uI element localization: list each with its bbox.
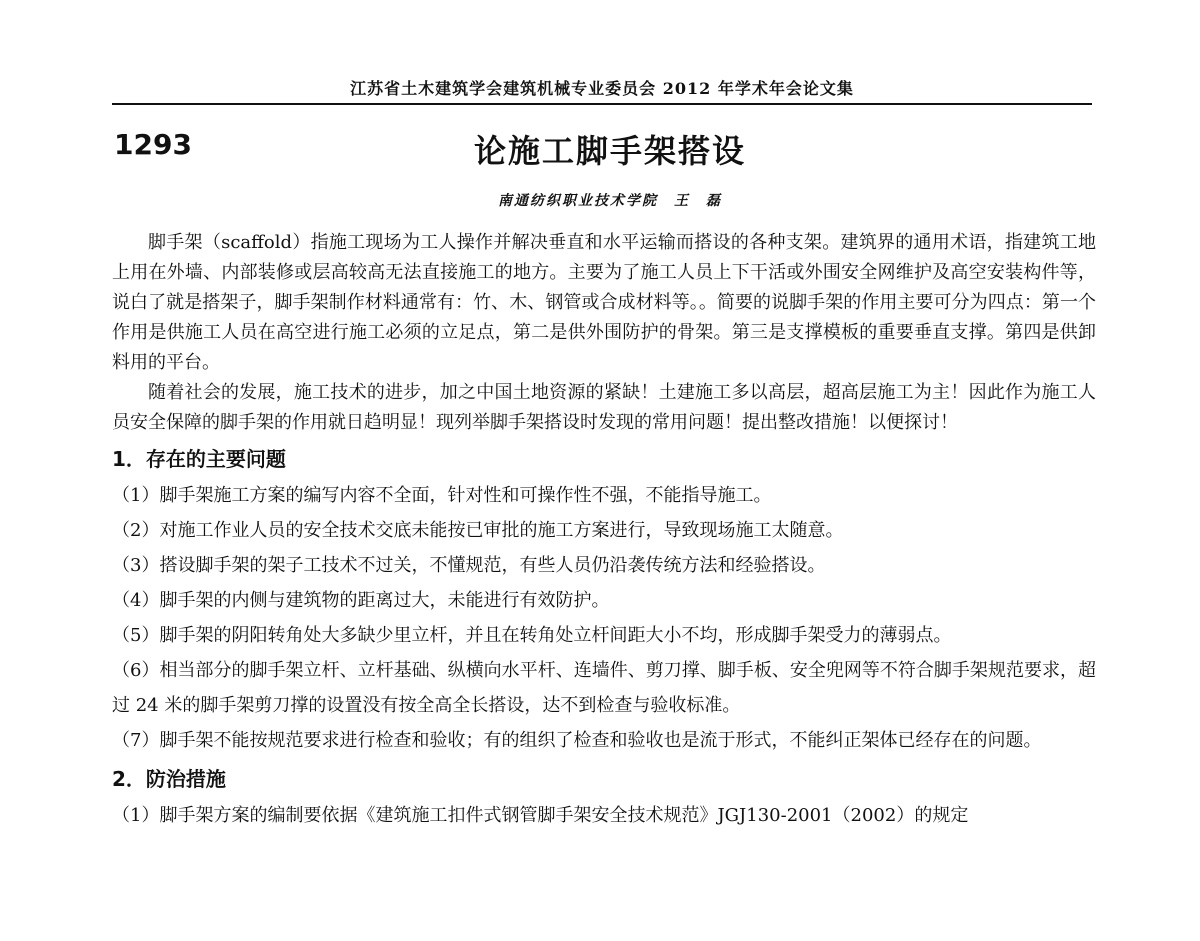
page-number: 1293 bbox=[114, 128, 192, 161]
section-heading: 2．防治措施 bbox=[112, 767, 226, 791]
list-item: （3）搭设脚手架的架子工技术不过关，不懂规范，有些人员仍沿袭传统方法和经验搭设。 bbox=[112, 555, 826, 576]
list-item: （1）脚手架方案的编制要依据《建筑施工扣件式钢管脚手架安全技术规范》JGJ130-2001（2002）的规定 bbox=[112, 805, 969, 826]
intro-paragraph: 脚手架（scaffold）指施工现场为工人操作并解决垂直和水平运输而搭设的各种支架。建筑界的通用术语，指建筑工地上用在外墙、内部装修或层高较高无法直接施工的地方。主要为了施工人员上下干活或外围安全网维护及高空安装构件等，说白了就是搭架子，脚手架制作材料通常有：竹、木、钢管或合成材料等。。简要的说脚手架的作用主要可分为四点：第一个作用是供施工人员在高空进行施工必须的立足点，第二是供外围防护的骨架。第三是支撑模板的重要垂直支撑。第四是供卸料用的平台。 bbox=[112, 232, 1096, 373]
list-item: （2）对施工作业人员的安全技术交底未能按已审批的施工方案进行，导致现场施工太随意。 bbox=[112, 520, 844, 541]
author-affiliation: 南通纺织职业技术学院 王 磊 bbox=[498, 193, 722, 209]
paper-title: 论施工脚手架搭设 bbox=[473, 132, 746, 170]
list-item: （5）脚手架的阴阳转角处大多缺少里立杆，并且在转角处立杆间距大小不均，形成脚手架受力的薄弱点。 bbox=[112, 625, 952, 646]
paper-body bbox=[112, 228, 1096, 833]
list-item: （6）相当部分的脚手架立杆、立杆基础、纵横向水平杆、连墙件、剪刀撑、脚手板、安全兜网等不符合脚手架规范要求，超过 24 米的脚手架剪刀撑的设置没有按全高全长搭设，达不到检查与验收标准。 bbox=[112, 660, 1096, 716]
intro-paragraph: 随着社会的发展，施工技术的进步，加之中国土地资源的紧缺！土建施工多以高层，超高层施工为主！因此作为施工人员安全保障的脚手架的作用就日趋明显！现列举脚手架搭设时发现的常用问题！提出整改措施！以便探讨！ bbox=[112, 382, 1096, 433]
running-header: 江苏省土木建筑学会建筑机械专业委员会 2012 年学术年会论文集 bbox=[112, 76, 1092, 105]
list-item: （7）脚手架不能按规范要求进行检查和验收；有的组织了检查和验收也是流于形式，不能纠正架体已经存在的问题。 bbox=[112, 730, 1042, 751]
section-heading: 1．存在的主要问题 bbox=[112, 447, 286, 471]
list-item: （1）脚手架施工方案的编写内容不全面，针对性和可操作性不强，不能指导施工。 bbox=[112, 485, 772, 506]
list-item: （4）脚手架的内侧与建筑物的距离过大，未能进行有效防护。 bbox=[112, 590, 610, 611]
